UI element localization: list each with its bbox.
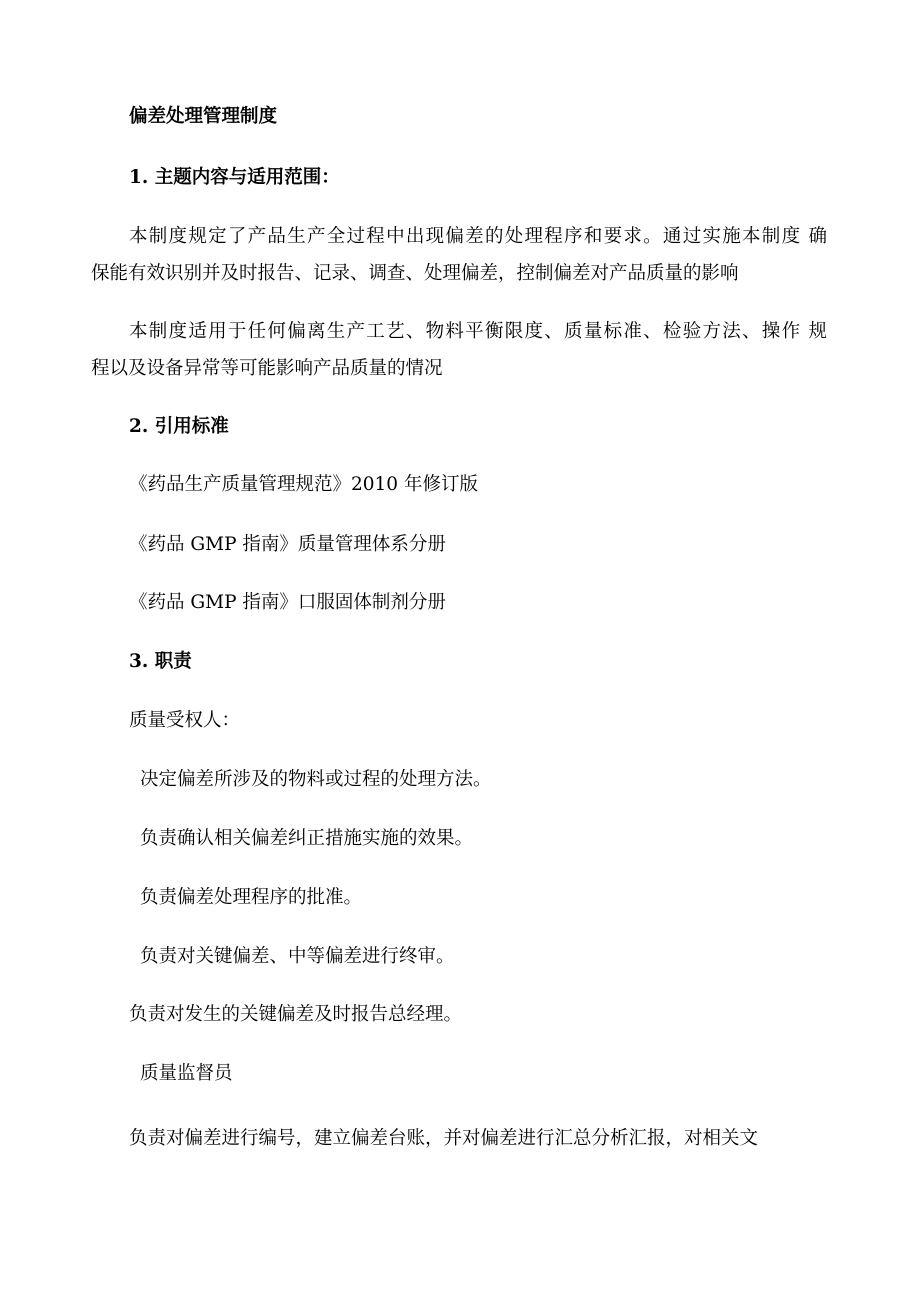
duty-item-2: 负责确认相关偏差纠正措施实施的效果。 (140, 828, 474, 849)
duty-item-4: 负责对关键偏差、中等偏差进行终审。 (140, 946, 455, 967)
duty-item-last: 负责对偏差进行编号，建立偏差台账，并对偏差进行汇总分析汇报，对相关文 (129, 1128, 759, 1149)
section-1-heading: 1. 主题内容与适用范围： (129, 167, 340, 188)
role-quality-supervisor: 质量监督员 (140, 1063, 233, 1084)
duty-item-1: 决定偏差所涉及的物料或过程的处理方法。 (140, 769, 492, 790)
section-1-paragraph-2-line-1: 本制度适用于任何偏离生产工艺、物料平衡限度、质量标准、检验方法、操作 规 (129, 321, 827, 342)
section-1-paragraph-1-line-1: 本制度规定了产品生产全过程中出现偏差的处理程序和要求。通过实施本制度 确 (129, 226, 827, 247)
reference-3: 《药品 GMP 指南》口服固体制剂分册 (129, 592, 446, 613)
section-1-paragraph-1-line-2: 保能有效识别并及时报告、记录、调查、处理偏差，控制偏差对产品质量的影响 (91, 263, 739, 284)
section-1-paragraph-2-line-2: 程以及设备异常等可能影响产品质量的情况 (91, 358, 443, 379)
reference-1: 《药品生产质量管理规范》2010 年修订版 (129, 474, 478, 495)
duty-item-3: 负责偏差处理程序的批准。 (140, 887, 363, 908)
reference-2: 《药品 GMP 指南》质量管理体系分册 (129, 534, 446, 555)
section-3-heading: 3. 职责 (129, 651, 192, 672)
document-title: 偏差处理管理制度 (129, 106, 278, 127)
duty-item-5: 负责对发生的关键偏差及时报告总经理。 (129, 1004, 463, 1025)
section-2-heading: 2. 引用标准 (129, 416, 229, 437)
role-quality-authorized-person: 质量受权人： (129, 710, 241, 731)
